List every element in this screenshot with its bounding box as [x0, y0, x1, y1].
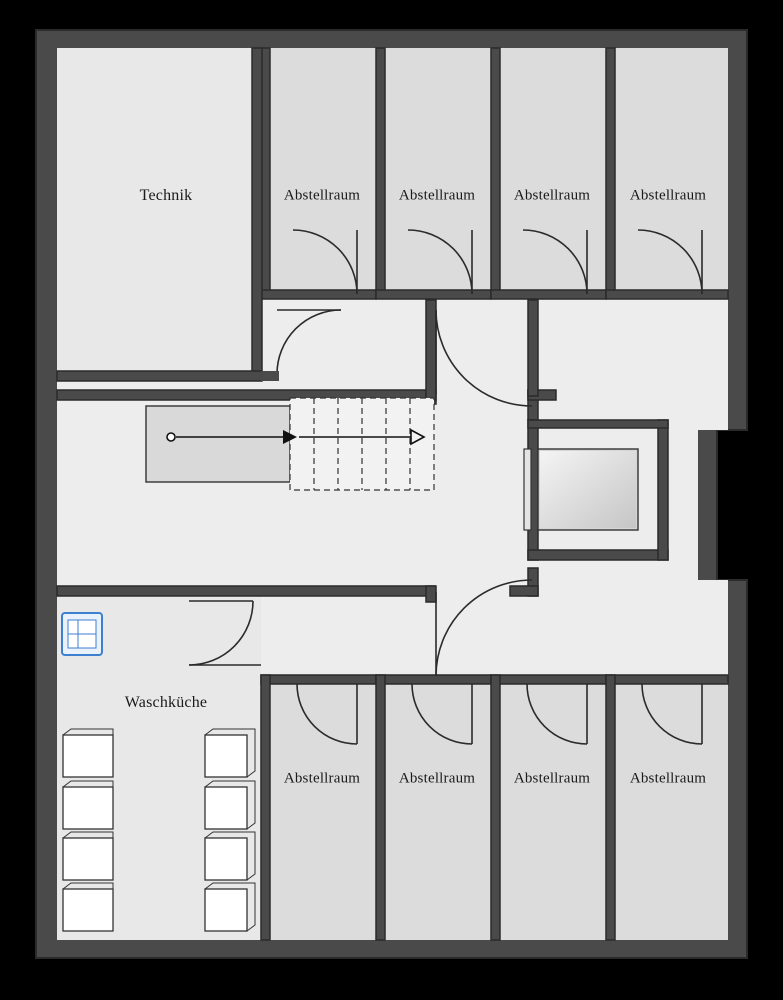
room-label-technik: Technik [139, 187, 193, 204]
room-technik [57, 48, 261, 380]
elevator-shaft [524, 449, 638, 530]
room-label-abstellraum-top-1: Abstellraum [283, 187, 361, 204]
room-label-abstellraum-bottom-3: Abstellraum [513, 770, 591, 787]
electrical-panel [62, 613, 102, 655]
room-label-abstellraum-bottom-4: Abstellraum [629, 770, 707, 787]
room-label-abstellraum-top-3: Abstellraum [513, 187, 591, 204]
room-label-abstellraum-bottom-2: Abstellraum [398, 770, 476, 787]
room-label-abstellraum-top-4: Abstellraum [629, 187, 707, 204]
room-label-abstellraum-bottom-1: Abstellraum [283, 770, 361, 787]
room-label-waschkueche: Waschküche [124, 694, 208, 711]
staircase-up [146, 398, 434, 490]
room-label-abstellraum-top-2: Abstellraum [398, 187, 476, 204]
